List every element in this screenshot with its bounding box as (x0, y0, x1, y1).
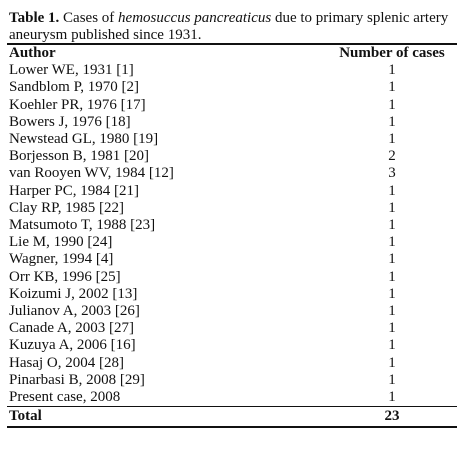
cases-cell: 1 (388, 389, 396, 406)
cases-cell: 1 (388, 371, 396, 388)
author-cell: Sandblom P, 1970 [2] (9, 79, 140, 96)
table-row (7, 251, 457, 268)
table-row (7, 200, 457, 217)
total-row (7, 407, 457, 426)
cases-cell: 1 (388, 251, 396, 268)
table-row (7, 131, 457, 148)
cases-cell: 1 (388, 320, 396, 337)
table-row (7, 165, 457, 182)
author-cell: Kuzuya A, 2006 [16] (9, 337, 136, 354)
cases-cell: 1 (388, 131, 396, 148)
author-cell: Newstead GL, 1980 [19] (9, 131, 159, 148)
table-body (7, 62, 457, 406)
cases-cell: 1 (388, 113, 396, 130)
author-cell: Pinarbasi B, 2008 [29] (9, 371, 145, 388)
total-cases: 23 (384, 408, 400, 425)
cases-cell: 3 (388, 165, 396, 182)
table-row (7, 286, 457, 303)
cases-cell: 1 (388, 79, 396, 96)
cases-cell: 1 (388, 337, 396, 354)
author-cell: Lower WE, 1931 [1] (9, 62, 134, 79)
caption-italic-term: hemosuccus pancreaticus (118, 10, 272, 26)
table-row (7, 234, 457, 251)
cases-cell: 1 (388, 234, 396, 251)
cases-cell: 1 (388, 303, 396, 320)
cases-cell: 1 (388, 268, 396, 285)
author-cell: Wagner, 1994 [4] (9, 251, 114, 268)
author-cell: Borjesson B, 1981 [20] (9, 148, 149, 165)
author-cell: Koehler PR, 1976 [17] (9, 96, 146, 113)
table-row (7, 114, 457, 131)
header-author: Author (9, 45, 56, 61)
author-cell: van Rooyen WV, 1984 [12] (9, 165, 174, 182)
bottom-rule (7, 426, 457, 428)
cases-cell: 2 (388, 148, 396, 165)
author-cell: Hasaj O, 2004 [28] (9, 354, 124, 371)
table-row (7, 217, 457, 234)
cases-cell: 1 (388, 354, 396, 371)
header-row (7, 45, 457, 62)
table-row (7, 389, 457, 406)
table-row (7, 97, 457, 114)
table-row (7, 303, 457, 320)
cases-table (7, 45, 457, 406)
table-row (7, 355, 457, 372)
table-row (7, 62, 457, 79)
table-row (7, 79, 457, 96)
cases-cell: 1 (388, 199, 396, 216)
author-cell: Lie M, 1990 [24] (9, 234, 113, 251)
author-cell: Matsumoto T, 1988 [23] (9, 217, 156, 234)
table-row (7, 148, 457, 165)
table-row (7, 372, 457, 389)
caption-text-before: Cases of (59, 10, 119, 26)
cases-cell: 1 (388, 217, 396, 234)
author-cell: Koizumi J, 2002 [13] (9, 285, 138, 302)
caption-text-after: due to primary splenic artery aneurysm published since 1931. (9, 10, 449, 43)
author-cell: Orr KB, 1996 [25] (9, 268, 121, 285)
table-row (7, 337, 457, 354)
author-cell: Clay RP, 1985 [22] (9, 199, 125, 216)
table-row (7, 320, 457, 337)
cases-cell: 1 (388, 285, 396, 302)
header-number-of-cases: Number of cases (339, 45, 445, 61)
table-row (7, 269, 457, 286)
caption-label: Table 1. (9, 10, 60, 26)
author-cell: Harper PC, 1984 [21] (9, 182, 139, 199)
table-caption (9, 10, 457, 44)
cases-cell: 1 (388, 182, 396, 199)
author-cell: Canade A, 2003 [27] (9, 320, 134, 337)
cases-cell: 1 (388, 96, 396, 113)
total-table (7, 407, 457, 426)
author-cell: Bowers J, 1976 [18] (9, 113, 131, 130)
cases-cell: 1 (388, 62, 396, 79)
table-row (7, 183, 457, 200)
author-cell: Present case, 2008 (9, 389, 121, 406)
author-cell: Julianov A, 2003 [26] (9, 303, 140, 320)
total-label: Total (9, 408, 42, 425)
cases-table-container (7, 43, 457, 428)
